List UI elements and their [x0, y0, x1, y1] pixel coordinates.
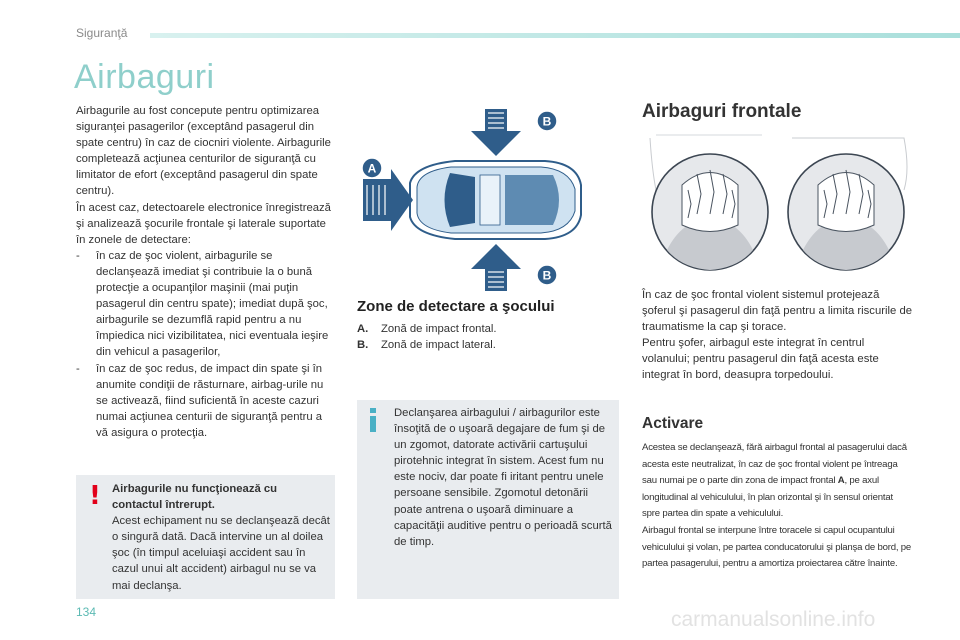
activation-paragraph-2: Airbagul frontal se interpune între toracele si capul ocupantului vehiculului şi volan, pe partea conducatorului şi planşa de bord, pe partea pasagerului, pentru a amortiza proiectarea către înainte.	[642, 524, 912, 570]
driver-airbag-illustration	[650, 135, 768, 270]
bullet-dash: -	[76, 362, 80, 375]
activation-p1-end: , pe axul longitudinal al vehiculului, în plan orizontal şi în sensul orientat spre partea din spate a vehiculului.	[642, 475, 893, 520]
frontal-paragraph-1: În caz de şoc frontal violent sistemul protejează şoferul şi pasagerul din faţă pentru a limita riscurile de traumatisme la cap şi torace.	[642, 289, 913, 334]
intro-bullet	[76, 248, 334, 361]
zone-text: Zonă de impact frontal.	[381, 323, 497, 335]
info-text: Declanşarea airbagului / airbagurilor este însoţită de o uşoară degajare de fum şi de un zgomot, datorate activării cartuşului pirotehnic integrat în sistem. Acest fum nu este nociv, dar poate fi iritant pentru unele persoane sensibile. Zgomotul detonării poate antrena o uşoară diminuare a capacităţii auditive pentru o perioadă scurtă de timp.	[394, 407, 612, 548]
badge-b-bottom-label: B	[542, 268, 552, 283]
badge-b-top	[537, 111, 557, 131]
intro-text	[76, 103, 334, 441]
detection-zones-list	[357, 321, 497, 353]
zone-item	[357, 337, 497, 353]
intro-paragraph-1: Airbagurile au fost concepute pentru optimizarea siguranţei pasagerilor (exceptând pasagerul din spate centru) în caz de ciocniri violente. Airbagurile completează acţiunea centurilor de siguranţă cu limitator de efort (exceptând pasagerul din spate centru).	[76, 105, 331, 198]
warning-text	[112, 481, 330, 594]
badge-b-bottom	[537, 265, 557, 285]
warning-box	[76, 475, 335, 599]
frontal-airbags-text	[642, 287, 914, 384]
warning-title: Airbagurile nu funcţionează cu contactul întrerupt.	[112, 483, 278, 512]
bullet-text: în caz de şoc violent, airbagurile se declanşează imediat şi contribuie la o bună protecţie a ocupanţilor maşinii (mai puţin pasagerul din centru spate); imediat după şoc, airbagurile se dezumflă rapid pentru a nu împiedica nici vizibilitatea, nici eventuala ieşire din vehicul a pasagerilor,	[96, 249, 329, 359]
car-top-view	[410, 161, 581, 239]
bullet-text: în caz de şoc redus, de impact din spate şi în anumite condiţii de răsturnare, airbag-urile nu se activează, fiind suficientă în aceste cazuri numai acţiunea centurii de siguranţă pentru a vă asigura o protecţia.	[96, 362, 324, 439]
activation-p1-start: Acestea se declanşează, fără airbagul frontal al pasagerului dacă acesta este neutralizat, în caz de şoc frontal violent pe întreaga sau numai pe o parte din zona de impact frontal	[642, 442, 907, 487]
impact-zone-ref: A	[837, 475, 845, 487]
frontal-paragraph-2: Pentru şofer, airbagul este integrat în centrul volanului; pentru pasagerul din faţă acesta este integrat în bord, deasupra torpedoului.	[642, 337, 879, 382]
badge-a-label: A	[367, 161, 377, 176]
detection-zones-diagram	[355, 105, 595, 295]
zone-item	[357, 321, 497, 337]
exclamation-icon: !	[89, 481, 101, 511]
badge-a	[362, 158, 382, 178]
arrow-top	[471, 109, 521, 156]
detection-zones-heading: Zone de detectare a şocului	[357, 298, 555, 315]
intro-bullet	[76, 361, 334, 441]
activation-paragraph-1	[642, 440, 912, 523]
activation-text	[642, 440, 912, 573]
zone-key: B.	[357, 339, 369, 351]
intro-paragraph-2: În acest caz, detectoarele electronice înregistrează şi analizează şocurile frontale şi laterale suportate în zonele de detectare:	[76, 201, 331, 246]
header-bar	[150, 33, 960, 38]
page-number: 134	[76, 605, 97, 619]
frontal-airbags-illustration	[642, 130, 914, 275]
badge-b-top-label: B	[542, 114, 552, 129]
arrow-bottom	[471, 244, 521, 291]
info-box	[357, 400, 619, 599]
warning-body: Acest echipament nu se declanşează decât o singură dată. Dacă intervine un al doilea şoc (în timpul aceluiaşi accident sau în cazul unui alt accident) airbagul nu se va mai declanşa.	[112, 515, 330, 592]
watermark: carmanualsonline.info	[671, 608, 876, 631]
page-title: Airbaguri	[74, 58, 215, 96]
activation-heading: Activare	[642, 415, 704, 432]
bullet-dash: -	[76, 249, 80, 262]
zone-key: A.	[357, 323, 369, 335]
info-icon	[366, 408, 380, 432]
passenger-airbag-illustration	[788, 138, 907, 270]
zone-text: Zonă de impact lateral.	[381, 339, 496, 351]
frontal-airbags-heading: Airbaguri frontale	[642, 101, 802, 122]
section-label: Siguranţă	[76, 26, 128, 40]
